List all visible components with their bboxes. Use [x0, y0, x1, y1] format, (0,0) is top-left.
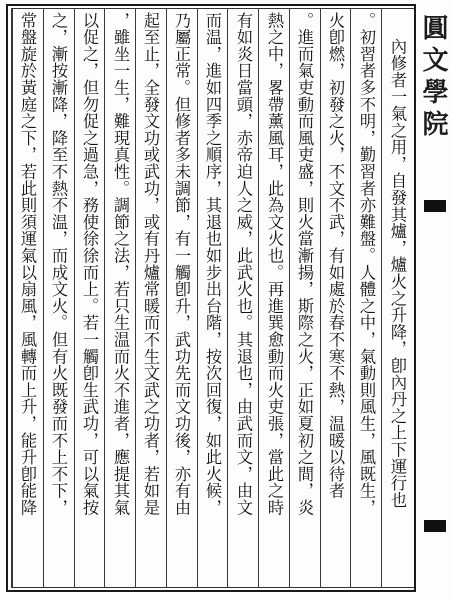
column-rule [381, 8, 382, 588]
column-rule [227, 8, 228, 588]
text-column: 有如炎日當頭，赤帝迫人之威，此武火也。其退也，由武而文，由文 [234, 12, 253, 516]
text-column: 熱之中，畧帶薰風耳，此為文火也。再進巽愈動而火吏張，當此之時 [265, 12, 284, 516]
text-column: 而温，進如四季之順序，其退也如步出台階，按次回復，如此火候， [203, 12, 222, 516]
text-column: 火卽燃，初發之火，不文不武，有如處於春不寒不熱，温暖以待者 [326, 12, 345, 500]
text-column: 。初習者多不明，勤習者亦難盤。人體之中，氣動則風生，風既生， [357, 12, 376, 516]
text-column: ，雖坐一生，難現真性。調節之法，若只生温而火不進者，應提其氣 [111, 12, 130, 516]
column-rule [258, 8, 259, 588]
text-column: 。進而氣吏動而風吏盛，則火當漸揚，斯際之火，正如夏初之間，炎 [295, 12, 314, 516]
running-head: 圓文學院 [418, 14, 448, 142]
text-column: 起至止，全發文功或武功，或有丹爐常暖而不生文武之功者，若如是 [141, 12, 160, 516]
fish-tail-mark-bottom [424, 520, 446, 532]
text-column: 常盤旋於黃庭之下，若此則須運氣以扇風，風轉而上升，能升卽能降 [18, 12, 37, 516]
fish-tail-mark-top [424, 200, 446, 212]
text-column: 內修者一氣之用，自發其爐，爐火之升降，卽內丹之上下運行也 [388, 38, 407, 509]
column-rule [350, 8, 351, 588]
column-rule [104, 8, 105, 588]
text-column: 以促之，但勿促之過急，務使徐徐而上。若一觸卽生武功，可以氣按 [80, 12, 99, 516]
text-column: 之，漸按漸降，降至不熱不温，而成文火。但有火既發而不上不下， [49, 12, 68, 516]
text-column: 乃屬正常。但修者多未調節，有一觸卽升，武功先而文功後，亦有由 [172, 12, 191, 516]
